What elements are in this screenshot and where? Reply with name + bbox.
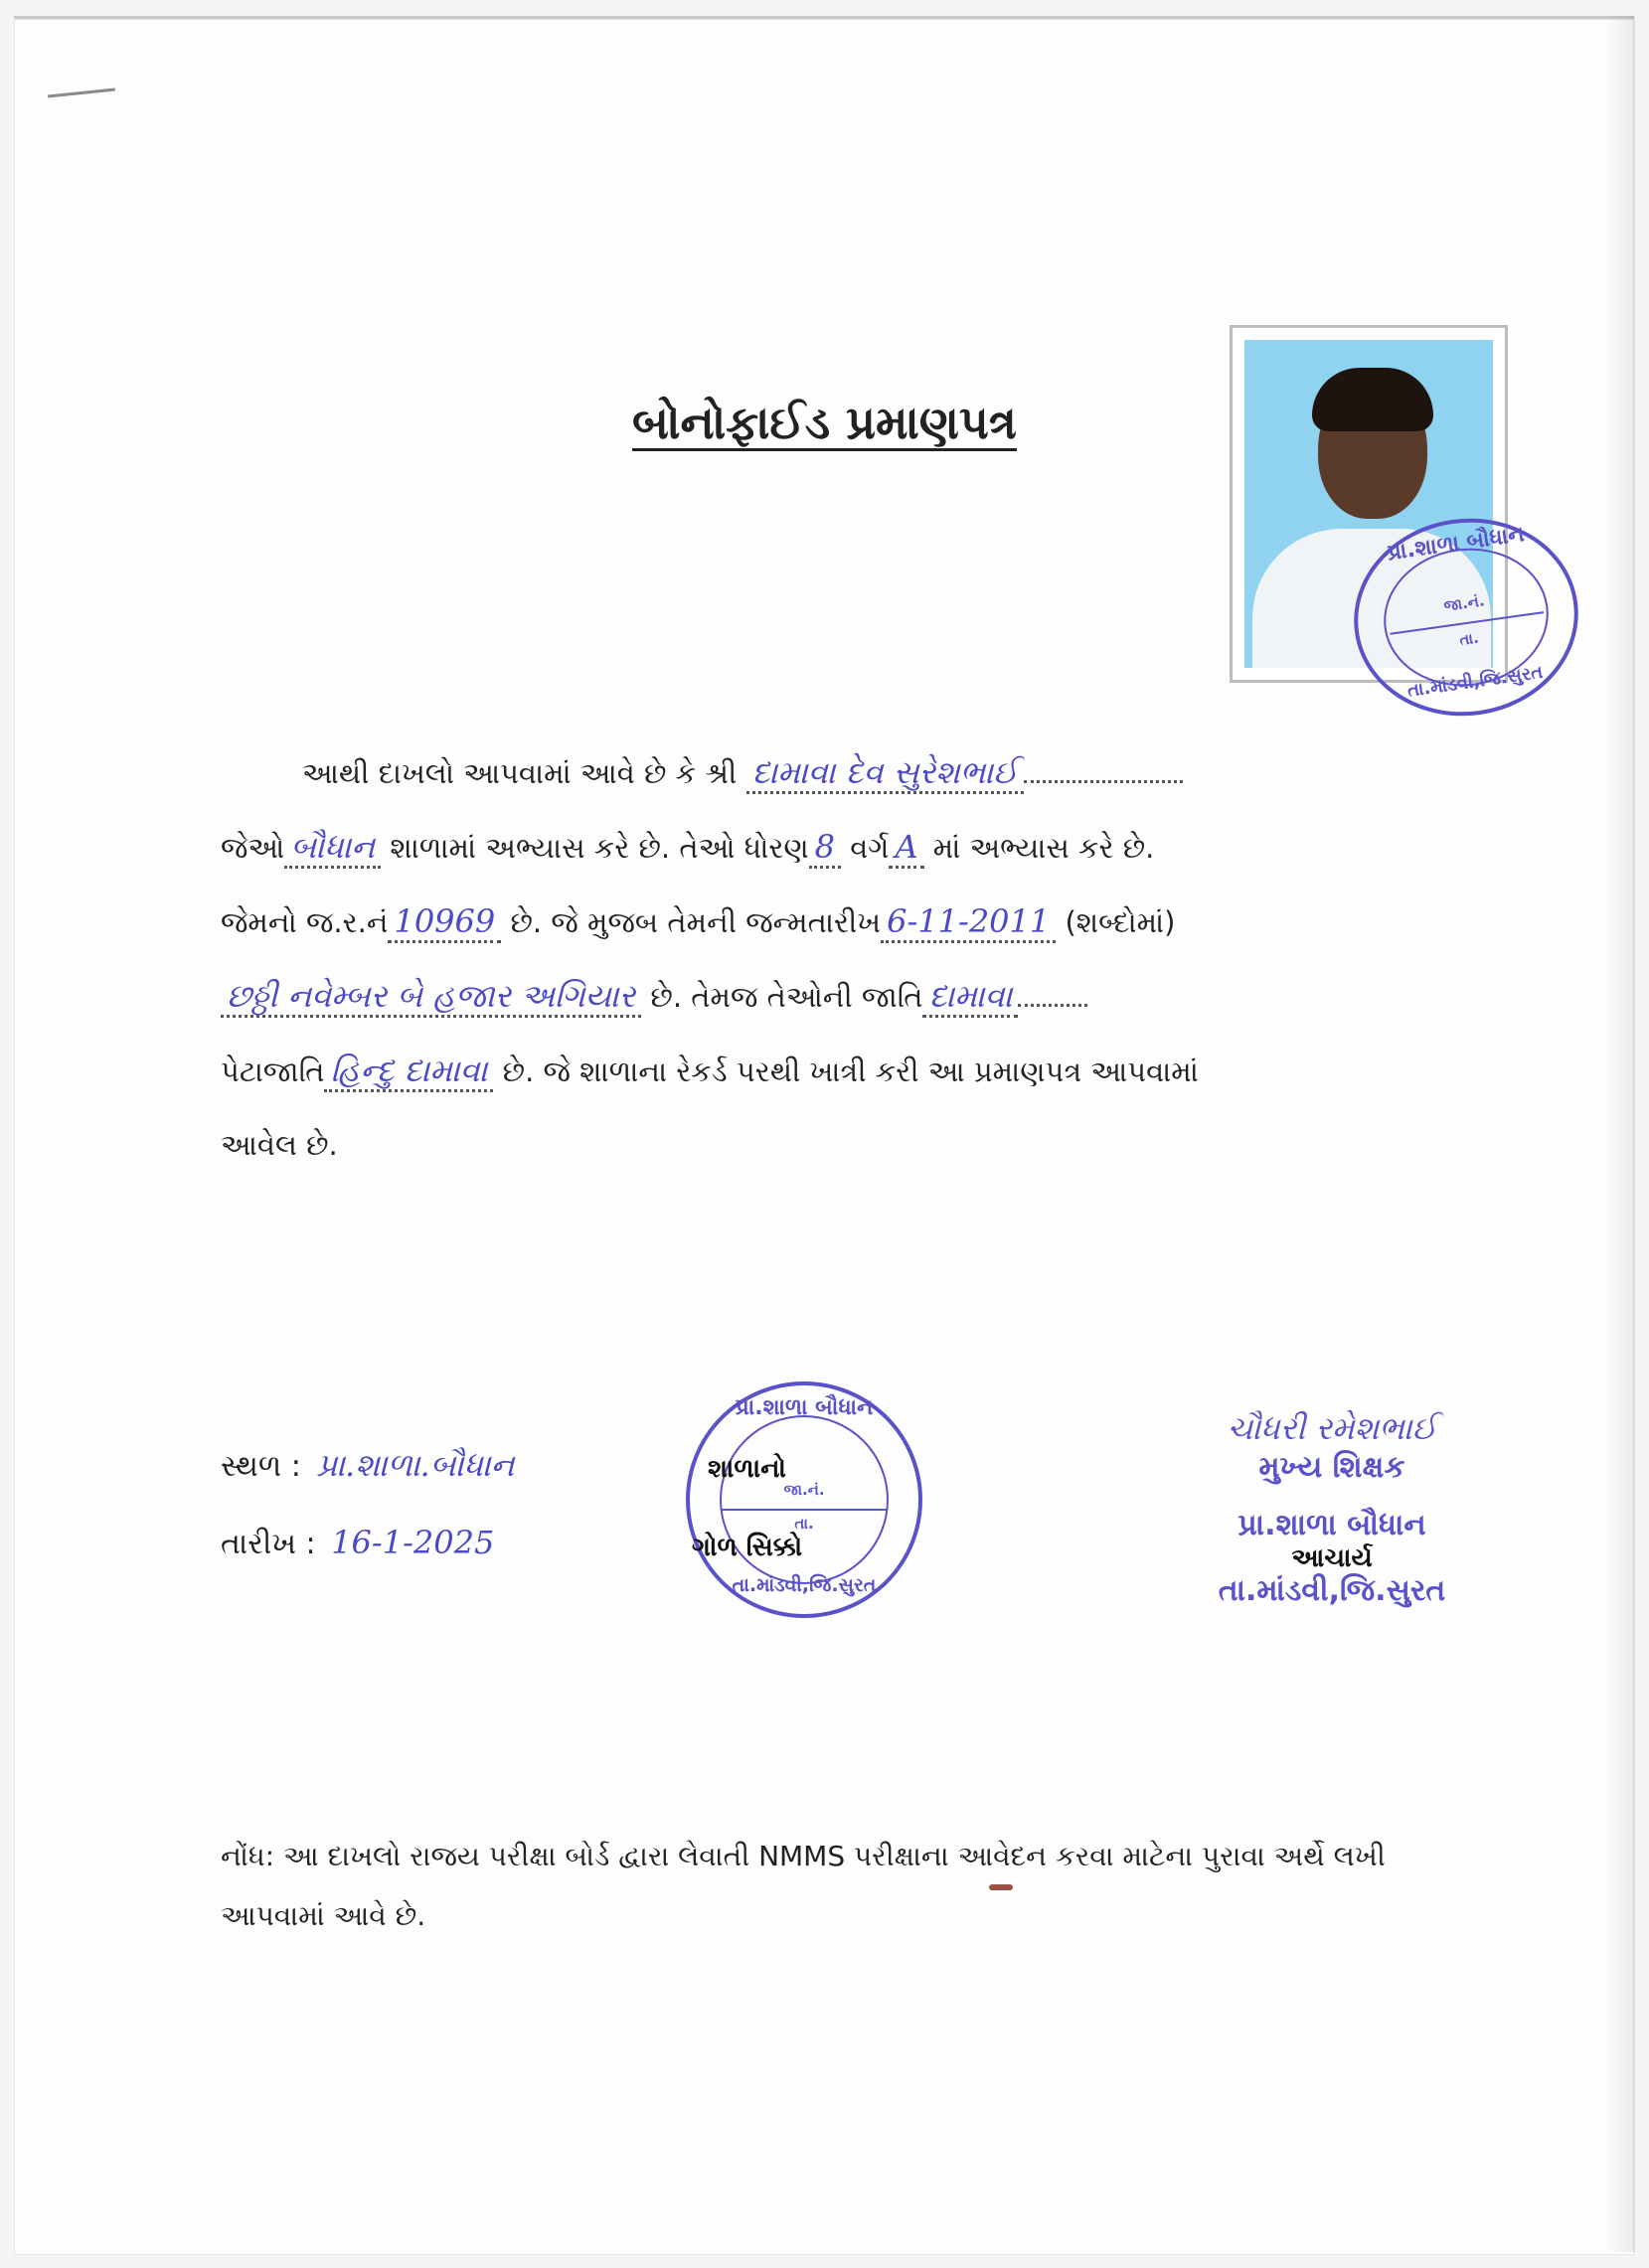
- stamp-mid1-text: જા.નં.: [1442, 591, 1486, 615]
- school-line: પ્રા.શાળા બૌધાન: [1237, 1508, 1426, 1542]
- stamp-top-text: પ્રા.શાળા બૌધાન: [1386, 522, 1527, 567]
- standard-value: 8: [809, 828, 841, 869]
- body-line-6: આવેલ છે.: [221, 1128, 338, 1162]
- body-line-2: જેઓ બૌધાન શાળામાં અભ્યાસ કરે છે. તેઓ ધોરણ 8 વર્ગ A માં અભ્યાસ કરે છે.: [221, 810, 1543, 885]
- body-line-5: પેટાજાતિ હિન્દુ દામાવા છે. જે શાળાના રેકર્ડ પરથી ખાત્રી કરી આ પ્રમાણપત્ર આપવામાં: [221, 1034, 1543, 1108]
- division-value: A: [889, 828, 923, 869]
- sub-caste-value: હિન્દુ દામાવા: [324, 1052, 493, 1092]
- ink-mark: [989, 1884, 1013, 1890]
- body-line-1: આથી દાખલો આપવામાં આવે છે કે શ્રી દામાવા દેવ સુરેશભાઈ: [221, 735, 1543, 810]
- seal-mid2-text: તા.: [794, 1515, 814, 1533]
- student-name: દામાવા દેવ સુરેશભાઈ: [746, 753, 1024, 794]
- footer-place-date: [221, 1446, 521, 1601]
- scan-edge-shadow: [1605, 16, 1635, 2252]
- body-line-3: જેમનો જ.ર.નં 10969 છે. જે મુજબ તેમની જન્મતારીખ 6-11-2011 (શબ્દોમાં): [221, 885, 1543, 959]
- principal-signature: ચૌધરી રમેશભાઈ: [1227, 1409, 1437, 1447]
- seal-mid1-text: જા.નં.: [783, 1481, 825, 1499]
- seal-label-top: શાળાનો: [708, 1454, 786, 1484]
- birth-date: 6-11-2011: [881, 902, 1056, 943]
- note-line-1: નોંધ: આ દાખલો રાજય પરીક્ષા બોર્ડ દ્વારા લેવાતી NMMS પરીક્ષાના આવેદન કરવા માટેના પુરાવા અર્થે લખી: [221, 1840, 1386, 1872]
- school-name: બૌધાન: [284, 828, 381, 869]
- place-row: સ્થળ : પ્રા.શાળા.બૌધાન: [221, 1446, 521, 1524]
- certificate-title: બોનોફાઈડ પ્રમાણપત્ર: [632, 396, 1017, 449]
- gr-number: 10969: [388, 902, 501, 943]
- photo-hair: [1312, 368, 1433, 431]
- birth-date-words: છઠ્ઠી નવેમ્બર બે હજાર અગિયાર: [221, 977, 641, 1018]
- role-head-teacher: મુખ્ય શિક્ષક: [1258, 1450, 1405, 1485]
- footer-note: [221, 1827, 1513, 1946]
- date-row: તારીખ : 16-1-2025: [221, 1524, 521, 1601]
- seal-top-text: પ્રા.શાળા બૌધાન: [735, 1395, 874, 1420]
- taluka-line: તા.માંડવી,જિ.સુરત: [1218, 1573, 1446, 1608]
- body-line-4: છઠ્ઠી નવેમ્બર બે હજાર અગિયાર છે. તેમજ તેઓની જાતિ દામાવા: [221, 959, 1543, 1034]
- principal-label: આચાર્ય: [1291, 1543, 1373, 1573]
- date-value: 16-1-2025: [331, 1524, 495, 1561]
- place-value: પ્રા.શાળા.બૌધાન: [316, 1446, 515, 1484]
- seal-line: [722, 1509, 887, 1511]
- principal-signature-block: [1143, 1409, 1521, 1611]
- stamp-bottom-text: તા.માંડવી,જિ.સુરત: [1405, 661, 1545, 702]
- seal-bottom-text: તા.માંડવી,જિ.સુરત: [732, 1574, 877, 1596]
- caste-value: દામાવા: [922, 977, 1018, 1018]
- stamp-mid2-text: તા.: [1458, 628, 1480, 650]
- certificate-body: [221, 735, 1543, 1182]
- school-round-seal: [686, 1381, 922, 1618]
- seal-label-bottom: ગોળ સિક્કો: [692, 1533, 803, 1562]
- note-line-2: આપવામાં આવે છે.: [221, 1899, 426, 1932]
